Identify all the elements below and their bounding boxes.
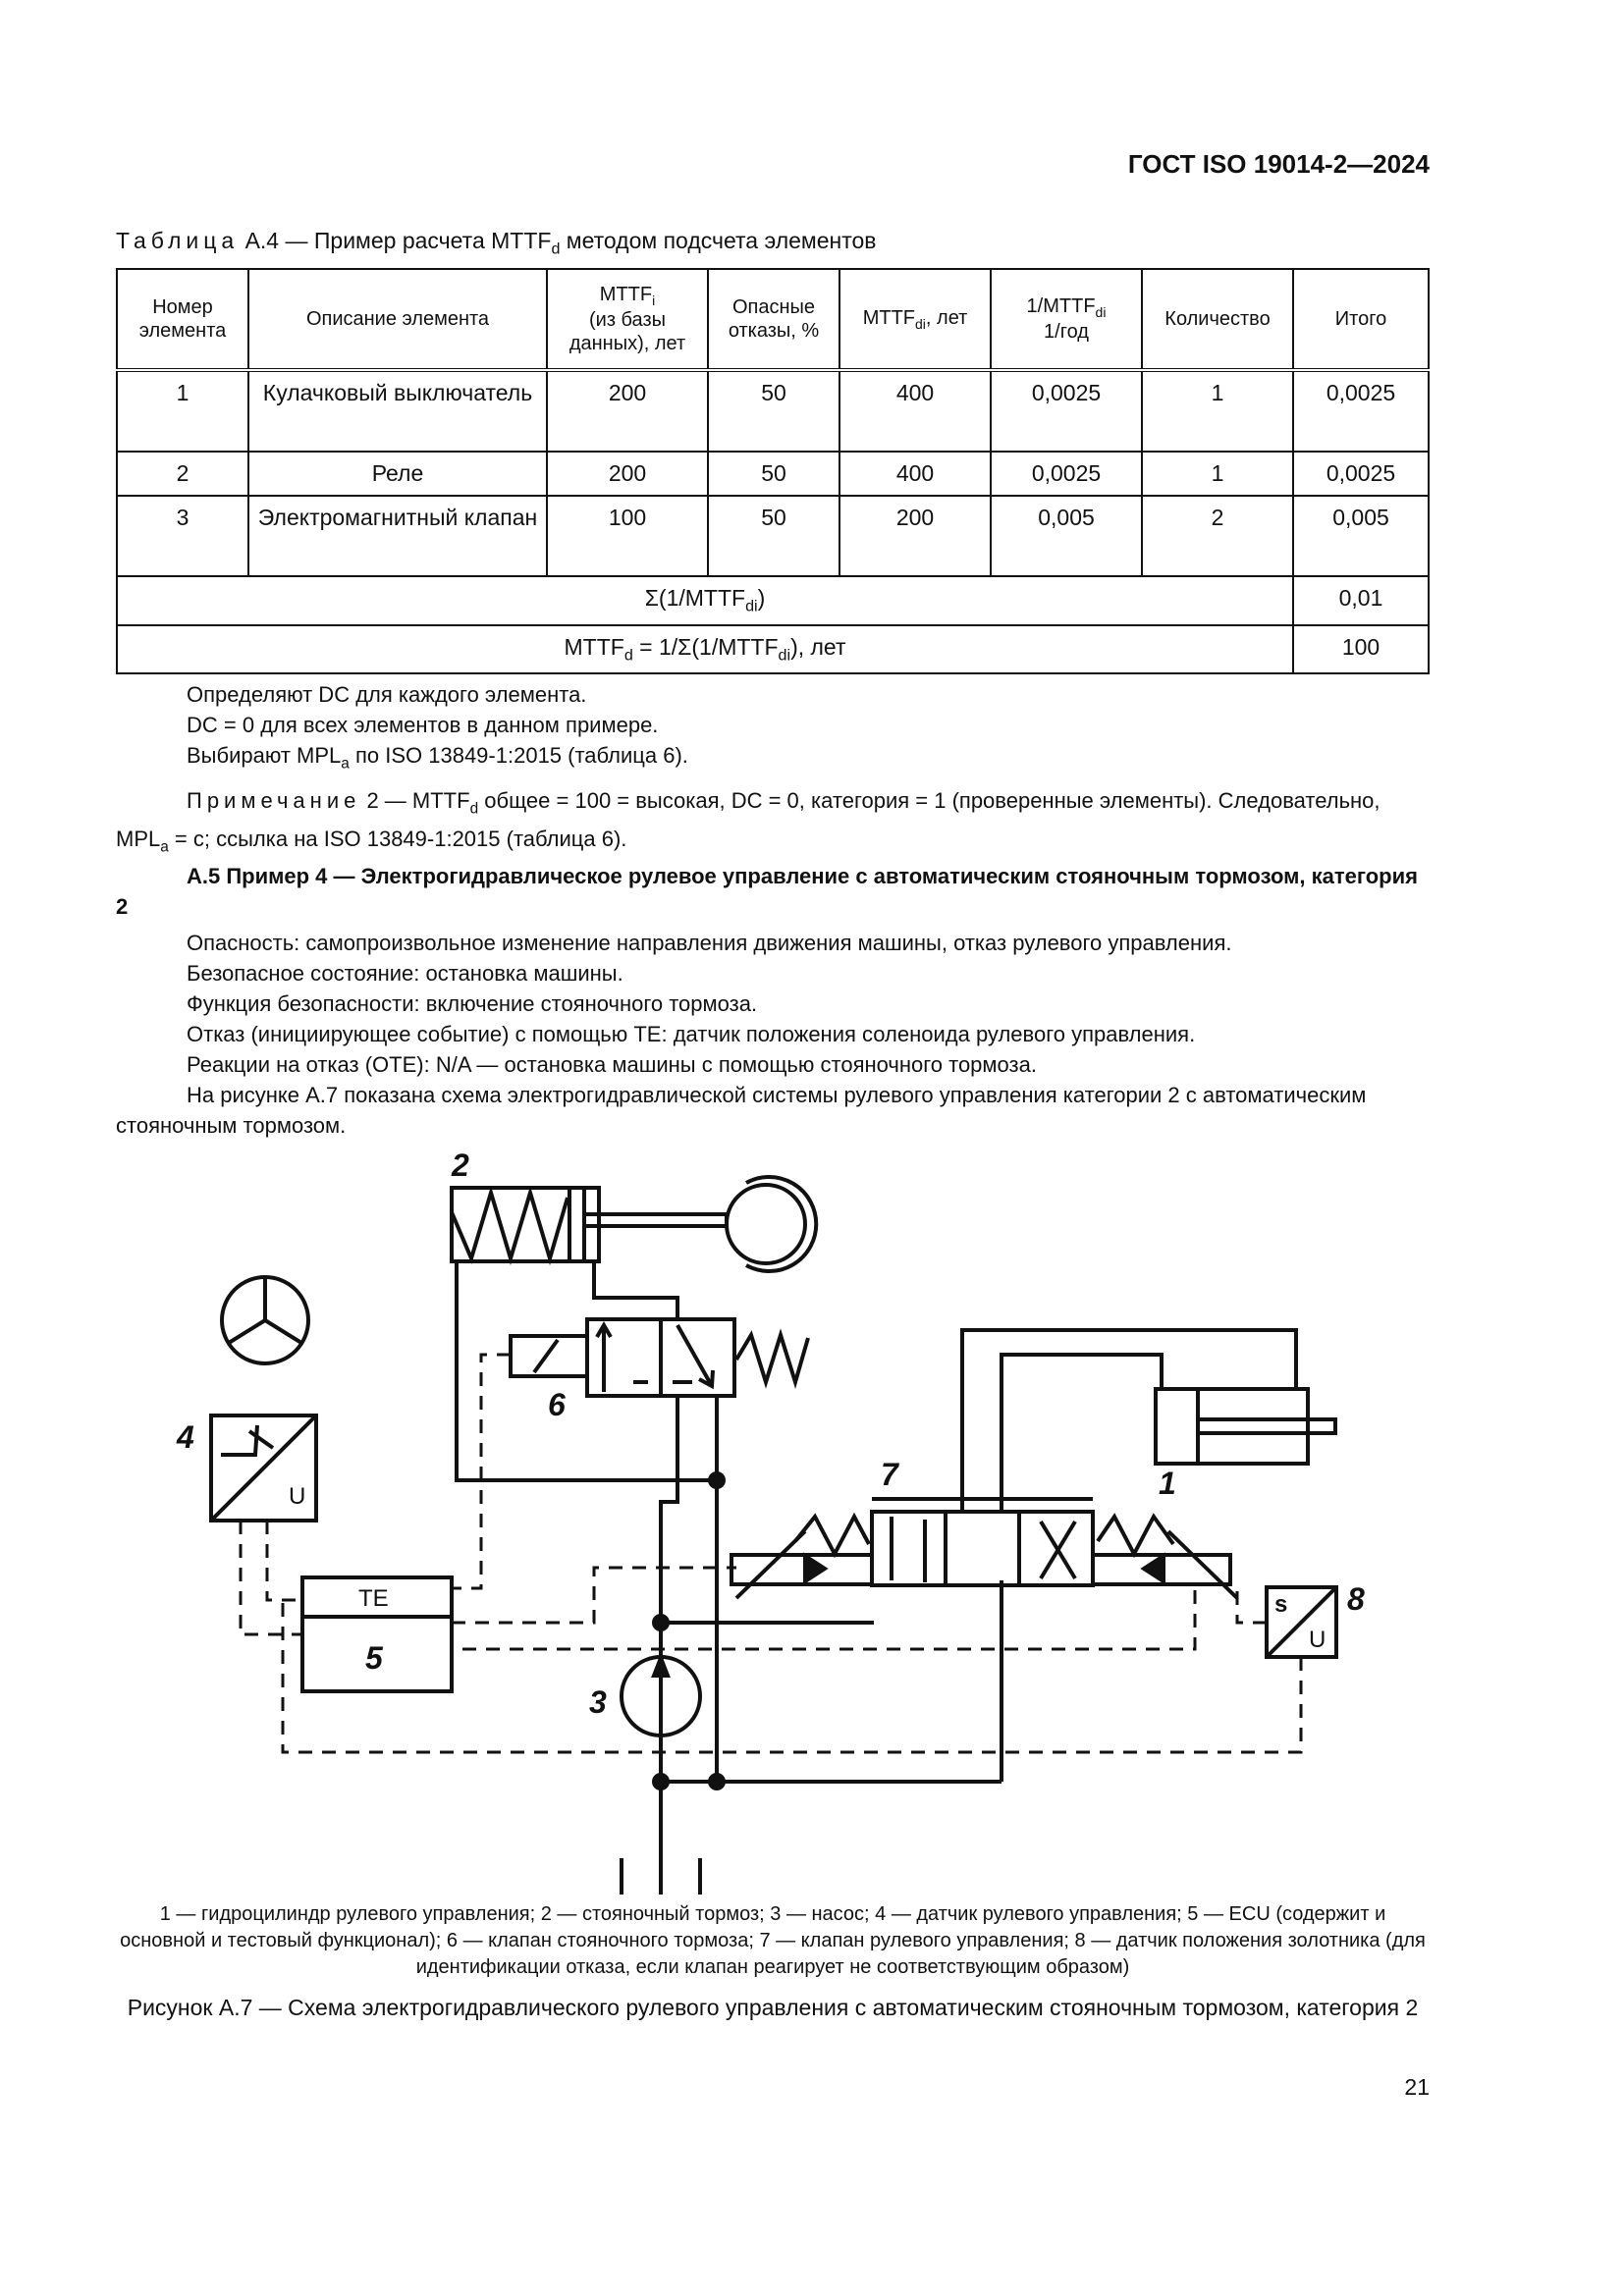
- steering-cylinder: [1156, 1389, 1335, 1464]
- steering-wheel-icon: [222, 1277, 308, 1363]
- mttfd-row: [117, 625, 1429, 674]
- cell-total: 0,0025: [1293, 370, 1429, 452]
- sum-label-b: ): [757, 585, 766, 611]
- para-reaction: Реакции на отказ (ОТЕ): N/A — остановка машины с помощью стояночного тормоза.: [187, 1052, 1037, 1077]
- sum-label: [117, 576, 1293, 625]
- col-inv-sub: di: [1095, 303, 1107, 320]
- note-b: общее = 100 = высокая, DC = 0, категория = 1 (проверенные элементы). Следовательно, MPL: [116, 788, 1380, 852]
- col-desc: Описание элемента: [248, 269, 547, 370]
- page-number: 21: [1404, 2074, 1430, 2100]
- mttf-table: [116, 268, 1430, 674]
- cell-mttfdi: 200: [839, 496, 991, 576]
- cell-qty: 1: [1142, 452, 1293, 496]
- cell-total: 0,0025: [1293, 452, 1429, 496]
- note-2: [116, 785, 1430, 863]
- cell-num: 1: [117, 370, 248, 452]
- label-1: 1: [1159, 1466, 1176, 1501]
- note-a: 2 — MTTF: [360, 788, 470, 813]
- steering-valve: [731, 1499, 1237, 1598]
- label-6: 6: [548, 1387, 566, 1422]
- table-caption-text: А.4 — Пример расчета MTTF: [244, 228, 552, 253]
- col-mttfdi-sub: di: [915, 315, 926, 332]
- cell-qty: 2: [1142, 496, 1293, 576]
- col-inv-a: 1/MTTF: [1026, 294, 1096, 317]
- cell-inv: 0,0025: [991, 370, 1142, 452]
- col-inv: [991, 269, 1142, 370]
- col-mttfdi-a: MTTF: [862, 306, 915, 329]
- cell-num: 3: [117, 496, 248, 576]
- para-safe-state: Безопасное состояние: остановка машины.: [187, 961, 623, 986]
- cell-desc: Электромагнитный клапан: [248, 496, 547, 576]
- label-7: 7: [881, 1457, 898, 1492]
- mttfd-value: 100: [1293, 625, 1429, 674]
- sum-label-sub: di: [745, 597, 758, 615]
- cell-desc: Кулачковый выключатель: [248, 370, 547, 452]
- table-caption-tail: методом подсчета элементов: [560, 228, 877, 253]
- table-caption: [116, 228, 877, 259]
- cell-mttfi: 200: [547, 452, 708, 496]
- label-8: 8: [1347, 1581, 1365, 1617]
- table-row: [117, 496, 1429, 576]
- figure-caption: Рисунок А.7 — Схема электрогидравлического рулевого управления с автоматическим стояночным тормозом, категория 2: [127, 1995, 1419, 2020]
- label-2: 2: [452, 1148, 469, 1183]
- cell-mttfdi: 400: [839, 370, 991, 452]
- col-mttfi-sub: i: [652, 292, 656, 308]
- table-header-row: [117, 269, 1429, 370]
- col-total: Итого: [1293, 269, 1429, 370]
- col-num: Номер элемента: [117, 269, 248, 370]
- cell-dang: 50: [708, 496, 839, 576]
- mttfd-label: [117, 625, 1293, 674]
- para-hazard: Опасность: самопроизвольное изменение направления движения машины, отказ рулевого управления.: [187, 931, 1232, 955]
- note-sub: d: [469, 800, 479, 818]
- sensor4-u: U: [289, 1483, 306, 1510]
- col-mttfi-b: (из базы данных), лет: [568, 309, 686, 355]
- cell-inv: 0,0025: [991, 452, 1142, 496]
- cell-qty: 1: [1142, 370, 1293, 452]
- mttfd-sub2: di: [778, 646, 791, 665]
- note-c: = с; ссылка на ISO 13849-1:2015 (таблица 6).: [168, 827, 627, 852]
- mttfd-b: = 1/Σ(1/MTTF: [632, 633, 779, 660]
- mttfd-c: ), лет: [790, 633, 846, 660]
- cell-num: 2: [117, 452, 248, 496]
- mttfd-a: MTTF: [564, 633, 624, 660]
- col-mttfi-a: MTTF: [599, 283, 653, 305]
- sensor8-u: U: [1309, 1627, 1326, 1653]
- col-qty: Количество: [1142, 269, 1293, 370]
- para-dc-zero: DC = 0 для всех элементов в данном примере.: [187, 713, 659, 737]
- parking-brake-valve: [511, 1319, 808, 1396]
- table-row: [117, 452, 1429, 496]
- cell-mttfi: 200: [547, 370, 708, 452]
- cell-desc: Реле: [248, 452, 547, 496]
- document-header: ГОСТ ISO 19014-2—2024: [1127, 149, 1430, 179]
- para-mpla-sub: a: [341, 755, 350, 773]
- cell-dang: 50: [708, 370, 839, 452]
- label-3: 3: [589, 1684, 607, 1720]
- sum-row: [117, 576, 1429, 625]
- cell-mttfdi: 400: [839, 452, 991, 496]
- para-mpla: [116, 740, 1430, 778]
- table-caption-prefix: Таблица: [116, 228, 240, 253]
- col-inv-b: 1/год: [1044, 321, 1089, 344]
- col-mttfdi: [839, 269, 991, 370]
- para-dc: Определяют DC для каждого элемента.: [187, 682, 587, 707]
- sensor8-s: s: [1274, 1591, 1288, 1618]
- table-row: [117, 370, 1429, 452]
- hydraulic-diagram: [0, 1129, 1624, 1895]
- col-mttfi: [547, 269, 708, 370]
- parking-brake: [452, 1177, 816, 1271]
- para-mpla-b: по ISO 13849-1:2015 (таблица 6).: [349, 743, 688, 768]
- col-dang: Опасные отказы, %: [708, 269, 839, 370]
- te-label: ТЕ: [358, 1585, 389, 1612]
- para-safety-function: Функция безопасности: включение стояночного тормоза.: [187, 991, 758, 1016]
- para-figure-ref: На рисунке А.7 показана схема электрогидравлической системы рулевого управления категории 2 с автоматическим стояночным тормозом.: [116, 1083, 1367, 1138]
- para-failure: Отказ (инициирующее событие) с помощью ТЕ: датчик положения соленоида рулевого управления.: [187, 1022, 1196, 1046]
- label-5: 5: [365, 1640, 383, 1676]
- note-sub2: a: [160, 838, 169, 856]
- col-mttfdi-b: , лет: [925, 306, 968, 329]
- sum-value: 0,01: [1293, 576, 1429, 625]
- section-title: А.5 Пример 4 — Электрогидравлическое рулевое управление с автоматическим стояночным тормозом, категория 2: [116, 864, 1418, 919]
- cell-total: 0,005: [1293, 496, 1429, 576]
- cell-dang: 50: [708, 452, 839, 496]
- mttfd-sub1: d: [623, 646, 633, 665]
- sum-label-a: Σ(1/MTTF: [644, 585, 746, 611]
- figure-legend: 1 — гидроцилиндр рулевого управления; 2 — стояночный тормоз; 3 — насос; 4 — датчик рулевого управления; 5 — ECU (содержит и основной и тестовый функционал); 6 — клапан стояночного тормоза; 7 — клапан рулевого управления; 8 — датчик положения золотника (для идентификации отказа, если клапан реагирует не соответствующим образом): [120, 1903, 1426, 1978]
- cell-inv: 0,005: [991, 496, 1142, 576]
- para-mpla-a: Выбирают MPL: [187, 743, 342, 768]
- cell-mttfi: 100: [547, 496, 708, 576]
- note-prefix: Примечание: [187, 788, 361, 813]
- label-4: 4: [177, 1419, 194, 1455]
- table-caption-sub: d: [551, 240, 561, 258]
